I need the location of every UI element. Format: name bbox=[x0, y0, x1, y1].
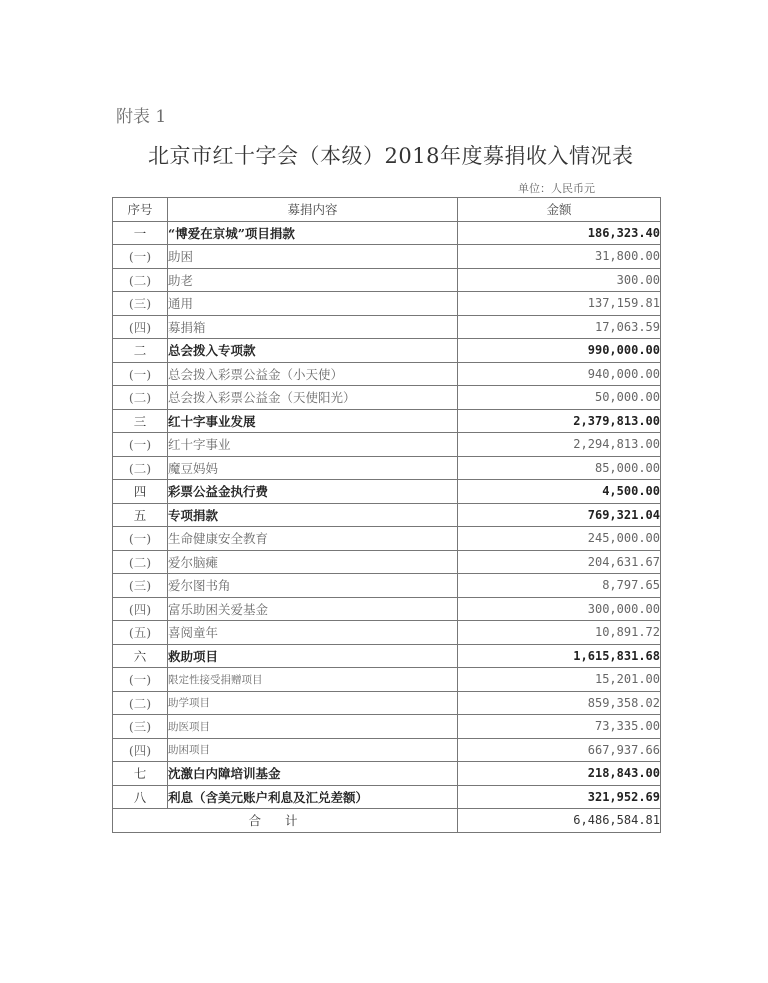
row-name: 喜阅童年 bbox=[168, 621, 458, 645]
row-name: 魔豆妈妈 bbox=[168, 456, 458, 480]
row-seq: (一) bbox=[113, 433, 168, 457]
row-seq: (三) bbox=[113, 715, 168, 739]
header-amount: 金额 bbox=[458, 198, 661, 222]
table-row bbox=[113, 315, 661, 339]
table-row bbox=[113, 480, 661, 504]
row-amount: 990,000.00 bbox=[458, 339, 661, 363]
row-amount: 10,891.72 bbox=[458, 621, 661, 645]
table-row bbox=[113, 245, 661, 269]
table-row bbox=[113, 691, 661, 715]
row-name: 总会拨入专项款 bbox=[168, 339, 458, 363]
row-name: 总会拨入彩票公益金（小天使） bbox=[168, 362, 458, 386]
row-name: 通用 bbox=[168, 292, 458, 316]
table-row bbox=[113, 362, 661, 386]
row-name: 富乐助困关爱基金 bbox=[168, 597, 458, 621]
total-amount: 6,486,584.81 bbox=[458, 809, 661, 833]
row-name: 沈激白内障培训基金 bbox=[168, 762, 458, 786]
row-amount: 186,323.40 bbox=[458, 221, 661, 245]
row-amount: 4,500.00 bbox=[458, 480, 661, 504]
row-seq: (一) bbox=[113, 362, 168, 386]
header-seq: 序号 bbox=[113, 198, 168, 222]
row-amount: 204,631.67 bbox=[458, 550, 661, 574]
row-name: 限定性接受捐赠项目 bbox=[168, 668, 458, 692]
row-name: 助困项目 bbox=[168, 738, 458, 762]
annex-label: 附表 1 bbox=[116, 107, 167, 127]
row-seq: 二 bbox=[113, 339, 168, 363]
row-amount: 50,000.00 bbox=[458, 386, 661, 410]
row-seq: (五) bbox=[113, 621, 168, 645]
table-row bbox=[113, 268, 661, 292]
total-label: 合计 bbox=[113, 809, 458, 833]
table-row bbox=[113, 433, 661, 457]
total-row bbox=[113, 809, 661, 833]
row-name: 红十字事业发展 bbox=[168, 409, 458, 433]
row-amount: 2,379,813.00 bbox=[458, 409, 661, 433]
table-row bbox=[113, 668, 661, 692]
row-name: 助老 bbox=[168, 268, 458, 292]
row-amount: 17,063.59 bbox=[458, 315, 661, 339]
table-row bbox=[113, 503, 661, 527]
row-amount: 15,201.00 bbox=[458, 668, 661, 692]
row-seq: 六 bbox=[113, 644, 168, 668]
row-name: 专项捐款 bbox=[168, 503, 458, 527]
row-amount: 218,843.00 bbox=[458, 762, 661, 786]
header-content: 募捐内容 bbox=[168, 198, 458, 222]
table-row bbox=[113, 621, 661, 645]
row-amount: 8,797.65 bbox=[458, 574, 661, 598]
row-name: “博爱在京城”项目捐款 bbox=[168, 221, 458, 245]
row-seq: (一) bbox=[113, 245, 168, 269]
row-name: 红十字事业 bbox=[168, 433, 458, 457]
table-row bbox=[113, 409, 661, 433]
row-seq: 四 bbox=[113, 480, 168, 504]
row-seq: (一) bbox=[113, 527, 168, 551]
row-seq: (二) bbox=[113, 691, 168, 715]
table-row bbox=[113, 715, 661, 739]
row-name: 救助项目 bbox=[168, 644, 458, 668]
table-row bbox=[113, 785, 661, 809]
row-seq: (四) bbox=[113, 738, 168, 762]
table-row bbox=[113, 762, 661, 786]
row-seq: (三) bbox=[113, 574, 168, 598]
row-amount: 245,000.00 bbox=[458, 527, 661, 551]
row-name: 助困 bbox=[168, 245, 458, 269]
row-amount: 73,335.00 bbox=[458, 715, 661, 739]
row-seq: 一 bbox=[113, 221, 168, 245]
row-name: 爱尔图书角 bbox=[168, 574, 458, 598]
row-amount: 1,615,831.68 bbox=[458, 644, 661, 668]
row-seq: (三) bbox=[113, 292, 168, 316]
row-seq: 七 bbox=[113, 762, 168, 786]
row-seq: 八 bbox=[113, 785, 168, 809]
row-name: 募捐箱 bbox=[168, 315, 458, 339]
currency-unit: 单位：人民币元 bbox=[518, 182, 595, 195]
row-seq: (四) bbox=[113, 597, 168, 621]
row-name: 彩票公益金执行费 bbox=[168, 480, 458, 504]
table-row bbox=[113, 221, 661, 245]
table-row bbox=[113, 456, 661, 480]
row-amount: 85,000.00 bbox=[458, 456, 661, 480]
donation-income-table bbox=[112, 197, 661, 833]
table-row bbox=[113, 527, 661, 551]
row-name: 助医项目 bbox=[168, 715, 458, 739]
row-seq: (一) bbox=[113, 668, 168, 692]
row-name: 爱尔脑瘫 bbox=[168, 550, 458, 574]
table-row bbox=[113, 597, 661, 621]
row-seq: 五 bbox=[113, 503, 168, 527]
row-amount: 321,952.69 bbox=[458, 785, 661, 809]
row-seq: (二) bbox=[113, 456, 168, 480]
document-title: 北京市红十字会（本级）2018年度募捐收入情况表 bbox=[148, 144, 634, 168]
header-row bbox=[113, 198, 661, 222]
row-name: 利息（含美元账户利息及汇兑差额） bbox=[168, 785, 458, 809]
row-amount: 300,000.00 bbox=[458, 597, 661, 621]
table-row bbox=[113, 574, 661, 598]
table-row bbox=[113, 738, 661, 762]
row-amount: 31,800.00 bbox=[458, 245, 661, 269]
table-row bbox=[113, 386, 661, 410]
row-amount: 859,358.02 bbox=[458, 691, 661, 715]
row-amount: 300.00 bbox=[458, 268, 661, 292]
table-row bbox=[113, 550, 661, 574]
row-seq: (二) bbox=[113, 386, 168, 410]
row-seq: (二) bbox=[113, 268, 168, 292]
row-amount: 769,321.04 bbox=[458, 503, 661, 527]
row-amount: 2,294,813.00 bbox=[458, 433, 661, 457]
row-name: 生命健康安全教育 bbox=[168, 527, 458, 551]
table-row bbox=[113, 292, 661, 316]
row-seq: (四) bbox=[113, 315, 168, 339]
row-name: 总会拨入彩票公益金（天使阳光） bbox=[168, 386, 458, 410]
row-seq: (二) bbox=[113, 550, 168, 574]
row-name: 助学项目 bbox=[168, 691, 458, 715]
row-seq: 三 bbox=[113, 409, 168, 433]
table-row bbox=[113, 644, 661, 668]
row-amount: 137,159.81 bbox=[458, 292, 661, 316]
table-row bbox=[113, 339, 661, 363]
row-amount: 940,000.00 bbox=[458, 362, 661, 386]
row-amount: 667,937.66 bbox=[458, 738, 661, 762]
